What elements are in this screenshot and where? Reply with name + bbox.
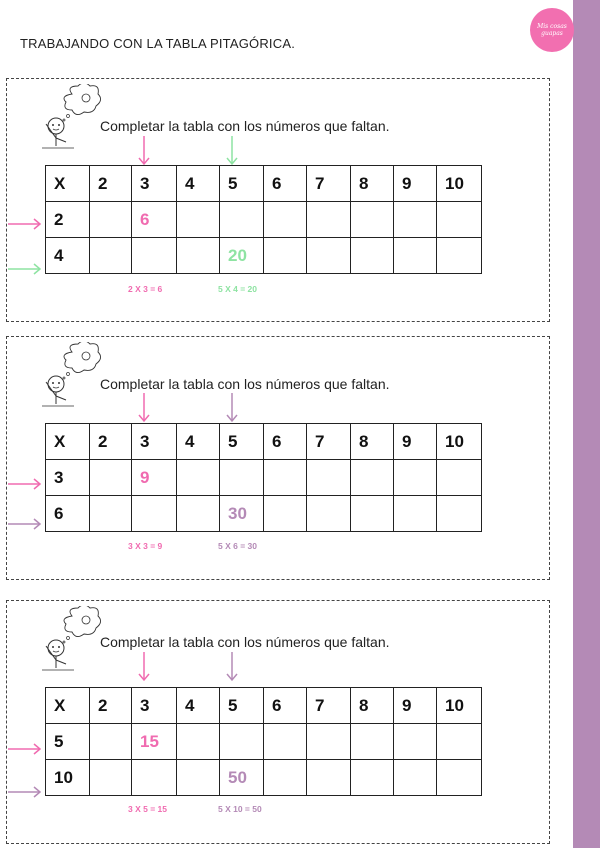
row-label-cell: 4 (46, 238, 90, 274)
formula-right: 5 X 10 = 50 (218, 804, 262, 814)
answer-cell: 6 (132, 202, 177, 238)
empty-cell[interactable] (220, 460, 264, 496)
header-cell: 8 (351, 688, 394, 724)
empty-cell[interactable] (307, 460, 351, 496)
row-label-cell: 5 (46, 724, 90, 760)
row-label-cell: 6 (46, 496, 90, 532)
header-cell: 9 (394, 166, 437, 202)
header-cell: 4 (177, 166, 220, 202)
empty-cell[interactable] (177, 496, 220, 532)
empty-cell[interactable] (351, 760, 394, 796)
page-title: TRABAJANDO CON LA TABLA PITAGÓRICA. (20, 36, 296, 51)
table-row (46, 460, 482, 496)
multiplication-table (45, 687, 482, 796)
header-cell: 9 (394, 424, 437, 460)
formula-right: 5 X 4 = 20 (218, 284, 257, 294)
empty-cell[interactable] (132, 496, 177, 532)
empty-cell[interactable] (264, 202, 307, 238)
empty-cell[interactable] (90, 238, 132, 274)
empty-cell[interactable] (307, 202, 351, 238)
empty-cell[interactable] (351, 724, 394, 760)
header-cell: 3 (132, 424, 177, 460)
header-cell: 9 (394, 688, 437, 724)
header-cell: 3 (132, 688, 177, 724)
down-arrow-icon (137, 652, 151, 682)
formula-left: 3 X 3 = 9 (128, 541, 163, 551)
formula-left: 3 X 5 = 15 (128, 804, 167, 814)
down-arrow-icon (225, 136, 239, 166)
empty-cell[interactable] (437, 496, 482, 532)
empty-cell[interactable] (132, 760, 177, 796)
empty-cell[interactable] (90, 724, 132, 760)
right-arrow-icon (8, 786, 42, 798)
side-decorative-strip (573, 0, 600, 848)
empty-cell[interactable] (177, 202, 220, 238)
empty-cell[interactable] (90, 760, 132, 796)
table-row (46, 202, 482, 238)
empty-cell[interactable] (220, 724, 264, 760)
header-cell: 4 (177, 424, 220, 460)
header-cell: 8 (351, 424, 394, 460)
multiplication-table (45, 423, 482, 532)
empty-cell[interactable] (307, 760, 351, 796)
formula-right: 5 X 6 = 30 (218, 541, 257, 551)
instruction-text: Completar la tabla con los números que faltan. (100, 376, 390, 392)
empty-cell[interactable] (264, 496, 307, 532)
header-cell: 7 (307, 166, 351, 202)
empty-cell[interactable] (264, 724, 307, 760)
empty-cell[interactable] (437, 460, 482, 496)
header-cell: 6 (264, 424, 307, 460)
header-cell: 2 (90, 424, 132, 460)
header-cell: 10 (437, 424, 482, 460)
empty-cell[interactable] (264, 760, 307, 796)
row-label-cell: 10 (46, 760, 90, 796)
empty-cell[interactable] (394, 724, 437, 760)
header-cell: 10 (437, 688, 482, 724)
right-arrow-icon (8, 263, 42, 275)
empty-cell[interactable] (307, 496, 351, 532)
empty-cell[interactable] (394, 496, 437, 532)
empty-cell[interactable] (394, 460, 437, 496)
empty-cell[interactable] (264, 238, 307, 274)
header-cell: 6 (264, 166, 307, 202)
empty-cell[interactable] (394, 202, 437, 238)
header-cell: X (46, 688, 90, 724)
header-cell: X (46, 424, 90, 460)
empty-cell[interactable] (351, 496, 394, 532)
answer-cell: 9 (132, 460, 177, 496)
header-cell: 2 (90, 688, 132, 724)
thinking-kid-doodle (34, 606, 106, 678)
table-row (46, 724, 482, 760)
header-cell: X (46, 166, 90, 202)
empty-cell[interactable] (351, 460, 394, 496)
empty-cell[interactable] (90, 460, 132, 496)
empty-cell[interactable] (90, 202, 132, 238)
thinking-kid-doodle (34, 342, 106, 414)
empty-cell[interactable] (264, 460, 307, 496)
empty-cell[interactable] (220, 202, 264, 238)
right-arrow-icon (8, 743, 42, 755)
table-header-row (46, 688, 482, 724)
instruction-text: Completar la tabla con los números que faltan. (100, 634, 390, 650)
empty-cell[interactable] (351, 238, 394, 274)
header-cell: 2 (90, 166, 132, 202)
empty-cell[interactable] (351, 202, 394, 238)
empty-cell[interactable] (394, 760, 437, 796)
table-row (46, 238, 482, 274)
row-label-cell: 3 (46, 460, 90, 496)
row-label-cell: 2 (46, 202, 90, 238)
empty-cell[interactable] (437, 238, 482, 274)
down-arrow-icon (137, 393, 151, 423)
empty-cell[interactable] (177, 238, 220, 274)
down-arrow-icon (225, 652, 239, 682)
header-cell: 3 (132, 166, 177, 202)
header-cell: 8 (351, 166, 394, 202)
empty-cell[interactable] (394, 238, 437, 274)
down-arrow-icon (137, 136, 151, 166)
table-row (46, 760, 482, 796)
down-arrow-icon (225, 393, 239, 423)
table-row (46, 496, 482, 532)
answer-cell: 20 (220, 238, 264, 274)
brand-logo: Mis cosas guapas (530, 8, 574, 52)
empty-cell[interactable] (90, 496, 132, 532)
empty-cell[interactable] (132, 238, 177, 274)
answer-cell: 30 (220, 496, 264, 532)
header-cell: 10 (437, 166, 482, 202)
right-arrow-icon (8, 478, 42, 490)
table-header-row (46, 424, 482, 460)
empty-cell[interactable] (307, 724, 351, 760)
header-cell: 4 (177, 688, 220, 724)
header-cell: 7 (307, 688, 351, 724)
empty-cell[interactable] (307, 238, 351, 274)
header-cell: 5 (220, 424, 264, 460)
empty-cell[interactable] (177, 724, 220, 760)
formula-left: 2 X 3 = 6 (128, 284, 163, 294)
empty-cell[interactable] (437, 202, 482, 238)
empty-cell[interactable] (177, 760, 220, 796)
answer-cell: 15 (132, 724, 177, 760)
empty-cell[interactable] (437, 760, 482, 796)
header-cell: 5 (220, 166, 264, 202)
thinking-kid-doodle (34, 84, 106, 156)
header-cell: 5 (220, 688, 264, 724)
right-arrow-icon (8, 218, 42, 230)
header-cell: 6 (264, 688, 307, 724)
header-cell: 7 (307, 424, 351, 460)
instruction-text: Completar la tabla con los números que faltan. (100, 118, 390, 134)
empty-cell[interactable] (177, 460, 220, 496)
multiplication-table (45, 165, 482, 274)
answer-cell: 50 (220, 760, 264, 796)
table-header-row (46, 166, 482, 202)
empty-cell[interactable] (437, 724, 482, 760)
right-arrow-icon (8, 518, 42, 530)
